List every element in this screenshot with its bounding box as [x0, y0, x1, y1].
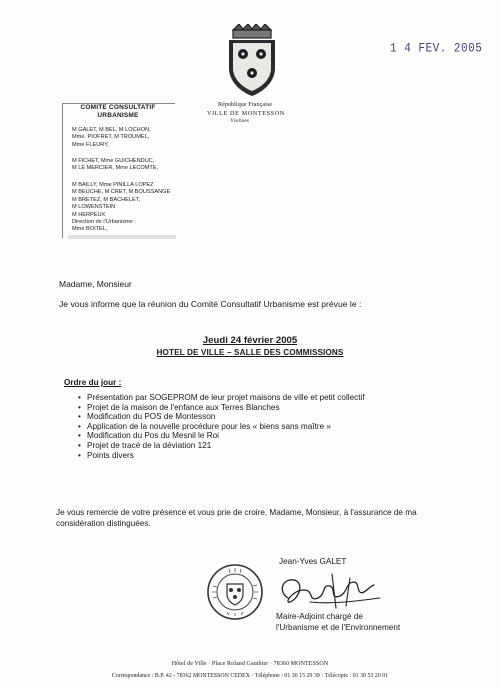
closing-paragraph: Je vous remercie de votre présence et vous prie de croire, Madame, Monsieur, à l'assurance de ma considération distinguées.: [56, 508, 417, 528]
committee-member-line: Mme FLEURY,: [72, 141, 109, 148]
committee-member-line: M FICHET, Mme GUICHENDUC,: [72, 158, 155, 164]
committee-member-line: M LOWENSTEIN: [72, 204, 116, 211]
committee-title: [60, 104, 176, 120]
committee-members-group-3: [72, 182, 170, 234]
committee-member-line: Mme. PIOFRET, M TROUMEL,: [72, 134, 150, 141]
signer-name: Jean-Yves GALET: [279, 557, 347, 566]
mairie-seal-stamp-icon: [205, 562, 265, 622]
agenda-heading: Ordre du jour :: [64, 378, 122, 387]
ville-name: VILLE DE MONTESSON: [207, 110, 285, 117]
committee-title-line-2: URBANISME: [97, 112, 139, 119]
intro-paragraph: Je vous informe que la réunion du Comité Consultatif Urbanisme est prévue le :: [59, 299, 362, 309]
handwritten-signature-icon: [270, 568, 385, 614]
footer-contact: Correspondance : B.P. 42 - 78362 MONTESSON CEDEX · Téléphone : 01 30 15 29 39 · Télécopie : 01 30 53 20 01: [111, 673, 389, 679]
department-name: Yvelines: [230, 118, 250, 124]
committee-member-line: M BAILLY, Mme PINILLA LOPEZ: [72, 182, 154, 188]
agenda-item: • Application de la nouvelle procédure pour les « biens sans maître »: [78, 422, 418, 432]
agenda-item: • Modification du Pos du Mesnil le Roi: [78, 431, 418, 441]
committee-member-line: Mme BOITEL,: [72, 226, 108, 233]
signer-title-line-2: l'Urbanisme et de l'Environnement: [276, 623, 401, 632]
committee-member-line: M GALET, M BEL, M LOCHON,: [72, 127, 151, 133]
committee-member-line: M BRETEZ, M BACHELET,: [72, 196, 141, 203]
agenda-item: • Points divers: [78, 451, 418, 461]
committee-member-line: M BEUCHE, M CRET, M BOUSSANGE: [72, 189, 171, 196]
salutation: Madame, Monsieur: [59, 279, 132, 289]
committee-title-line-1: COMITE CONSULTATIF: [80, 104, 156, 111]
committee-members-group-2: [72, 158, 158, 173]
montesson-crest-icon: [221, 24, 283, 98]
agenda-item: • Présentation par SOGEPROM de leur projet maisons de ville et petit collectif: [78, 393, 418, 403]
agenda-item: • Projet de tracé de la déviation 121: [78, 441, 418, 451]
agenda-item: • Projet de la maison de l'enfance aux Terres Blanches: [78, 403, 418, 413]
meeting-date: Jeudi 24 février 2005: [202, 335, 298, 346]
committee-member-line: M HERPEUX: [72, 211, 106, 218]
republique-francaise: République Française: [218, 102, 273, 108]
committee-box-shadow: [68, 235, 176, 239]
committee-member-line: M LE MERCIER, Mme LECOMTE,: [72, 165, 159, 172]
agenda-item: • Modification du POS de Montesson: [78, 412, 418, 422]
committee-member-line: Direction de l'Urbanisme :: [72, 219, 136, 226]
committee-members-group-1: [72, 127, 151, 149]
meeting-place: HOTEL DE VILLE – SALLE DES COMMISSIONS: [156, 348, 344, 357]
footer-address: Hôtel de Ville · Place Roland Gauthier · 78360 MONTESSON: [171, 661, 329, 667]
agenda-list: [78, 393, 418, 460]
signer-title-line-1: Maire-Adjoint chargé de: [276, 612, 363, 621]
received-date-stamp: 1 4 FEV. 2005: [390, 42, 483, 56]
